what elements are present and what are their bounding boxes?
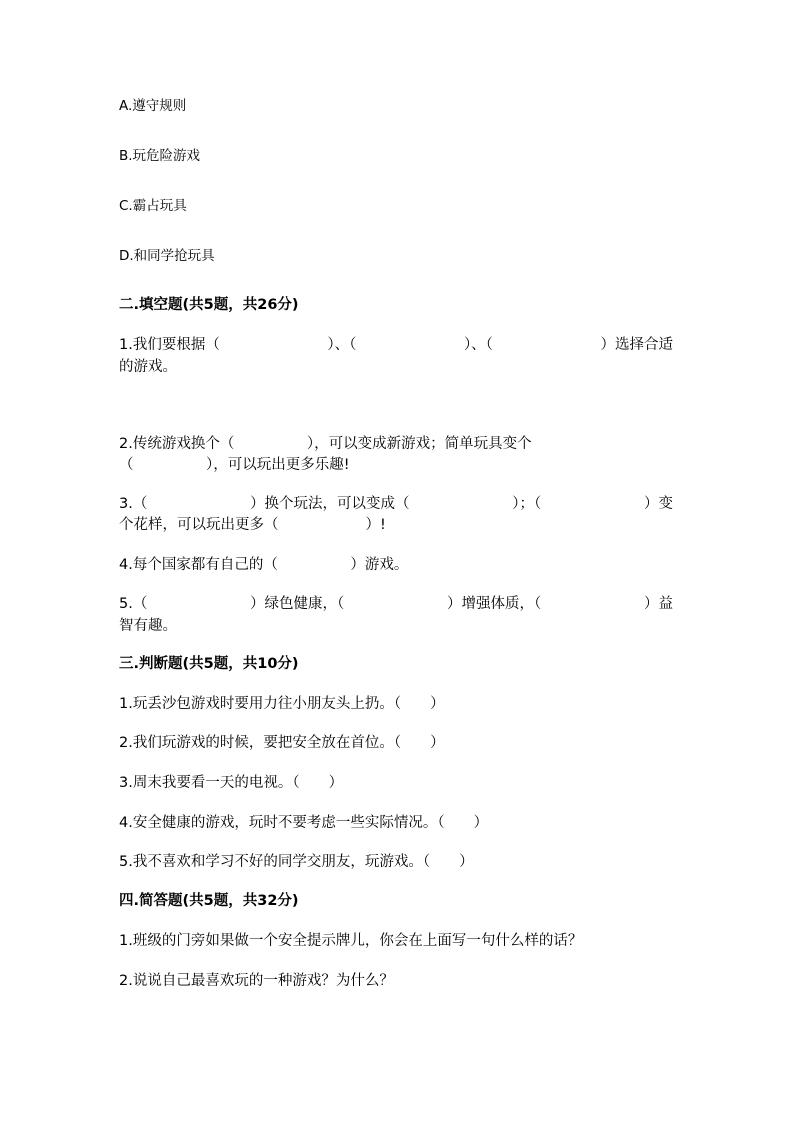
question-segment: 1.我们要根据（ (119, 337, 220, 353)
option-a: A.遵守规则 (119, 98, 187, 114)
fill-question-2-line2: （ ），可以玩出更多乐趣! (119, 457, 350, 473)
fill-question-2-line1: 2.传统游戏换个（ ），可以变成新游戏；简单玩具变个 (119, 436, 532, 452)
question-segment: ）；（ (512, 496, 542, 512)
fill-question-5-line2: 智有趣。 (119, 618, 177, 634)
fill-question-3-line1 (119, 494, 673, 514)
question-segment: ）换个玩法，可以变成（ (250, 496, 410, 512)
question-segment: ）选择合适 (600, 337, 673, 353)
judge-question-3: 3.周末我要看一天的电视。（ ） (119, 775, 344, 791)
question-segment: ）、（ (327, 337, 357, 353)
question-segment: ）、（ (463, 337, 493, 353)
question-segment: ）增强体质，（ (447, 596, 542, 612)
option-d: D.和同学抢玩具 (119, 248, 215, 264)
short-answer-question-2: 2.说说自己最喜欢玩的一种游戏？为什么？ (119, 973, 394, 989)
question-segment: ）绿色健康，（ (250, 596, 345, 612)
question-segment: 3.（ (119, 496, 148, 512)
judge-question-2: 2.我们玩游戏的时候，要把安全放在首位。（ ） (119, 735, 445, 751)
section-heading-short-answer: 四.简答题(共5题，共32分) (119, 893, 299, 909)
question-segment: ）变 (644, 496, 673, 512)
option-b: B.玩危险游戏 (119, 148, 201, 164)
judge-question-1: 1.玩丢沙包游戏时要用力往小朋友头上扔。（ ） (119, 696, 445, 712)
fill-question-5-line1 (119, 594, 673, 614)
section-heading-true-false: 三.判断题(共5题，共10分) (119, 656, 299, 672)
option-c: C.霸占玩具 (119, 198, 187, 214)
short-answer-question-1: 1.班级的门旁如果做一个安全提示牌儿，你会在上面写一句什么样的话？ (119, 933, 583, 949)
fill-question-1-line1 (119, 335, 673, 355)
fill-question-4: 4.每个国家都有自己的（ ）游戏。 (119, 557, 409, 573)
question-segment: ）益 (644, 596, 673, 612)
fill-question-3-line2: 个花样，可以玩出更多（ ）! (119, 517, 386, 533)
section-heading-fill-blanks: 二.填空题(共5题，共26分) (119, 297, 299, 313)
fill-question-1-line2: 的游戏。 (119, 359, 177, 375)
question-segment: 5.（ (119, 596, 148, 612)
judge-question-5: 5.我不喜欢和学习不好的同学交朋友，玩游戏。（ ） (119, 854, 474, 870)
judge-question-4: 4.安全健康的游戏，玩时不要考虑一些实际情况。（ ） (119, 815, 489, 831)
